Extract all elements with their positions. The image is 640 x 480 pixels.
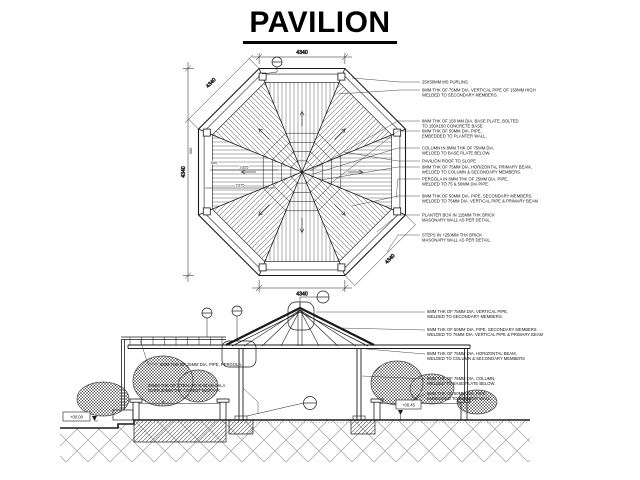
callout-elev-secondary: 6MM THK OF 50MM DIA. PIPE, SECONDARY MEMBERS bbox=[427, 327, 537, 332]
callout-elev-column: 8MM THK OF 75MM DIA. COLUMN, bbox=[427, 376, 496, 381]
dim-500: 500 bbox=[210, 160, 218, 165]
svg-text:MASONARY WALL AS PER DETAIL.: MASONARY WALL AS PER DETAIL. bbox=[422, 237, 492, 243]
callout-pipe-embedded: 6MM THK OF 50MM DIA. PIPE, bbox=[422, 128, 482, 134]
dim-2325: 2325 bbox=[239, 164, 249, 170]
plan-section-marker bbox=[262, 57, 282, 74]
svg-text:WELDED TO COLUMN & SECONDARY M: WELDED TO COLUMN & SECONDARY MEMBERS bbox=[427, 356, 525, 361]
dim-left: 4340 bbox=[181, 166, 187, 178]
svg-text:WELDED TO 75 & 50MM DIA PIPE.: WELDED TO 75 & 50MM DIA PIPE. bbox=[422, 181, 490, 187]
callout-base-plate: 8MM THK OF 150 MM DIA. BASE PLATE, BOLTED bbox=[422, 118, 519, 124]
detail-bubbles bbox=[202, 291, 329, 416]
svg-text:WELDED TO BASE PLATE BELOW.: WELDED TO BASE PLATE BELOW. bbox=[422, 150, 491, 156]
dim-300: 300 bbox=[188, 147, 193, 155]
roof-plan bbox=[199, 57, 406, 276]
plan-callout-texts bbox=[422, 80, 539, 243]
callout-roof-slope: PAVILION ROOF TO SLOPE bbox=[422, 158, 476, 164]
svg-text:WELDED TO 75MM DIA. VERTICAL P: WELDED TO 75MM DIA. VERTICAL PIPE & PRIMARY BEAM bbox=[427, 332, 544, 337]
dim-diag-br: 4340 bbox=[384, 253, 397, 266]
column-footing-left bbox=[229, 420, 253, 434]
column-footing-right bbox=[351, 420, 375, 434]
callout-primary-beam: 8MM THK OF 75MM DIA. HORIZONTAL PRIMARY BEAM, bbox=[422, 164, 532, 170]
ground-hatch bbox=[60, 420, 530, 462]
callout-elev-vertical-pipe: 6MM THK OF 75MM DIA. VERTICAL PIPE, bbox=[427, 309, 509, 314]
dim-bottom: 4340 bbox=[296, 291, 308, 298]
svg-text:WELDED TO BASE PLATE BELOW.: WELDED TO BASE PLATE BELOW. bbox=[427, 381, 496, 386]
callout-elev-pipe-embedded: 6MM THK OF 50MM DIA. PIPE, bbox=[427, 391, 487, 396]
svg-text:MASONARY WALL AS PER DETAIL.: MASONARY WALL AS PER DETAIL. bbox=[422, 217, 492, 223]
callout-purlins: 25X50MM MS PURLINS bbox=[422, 79, 468, 85]
level-left-value: +00.00 bbox=[70, 414, 83, 420]
svg-text:WELDED TO COLUMN & SECONDARY M: WELDED TO COLUMN & SECONDARY MEMBERS. bbox=[422, 169, 522, 175]
planter-foundation bbox=[134, 420, 226, 442]
callout-secondary-members: 6MM THK OF 50MM DIA. PIPE, SECONDARY MEMBERS bbox=[422, 193, 532, 199]
callout-steps: STEPS IN +250MM THK BRICK bbox=[422, 232, 483, 238]
level-triangle bbox=[398, 410, 403, 415]
svg-text:WELDED TO SECONDARY MEMBERS.: WELDED TO SECONDARY MEMBERS. bbox=[427, 314, 503, 319]
callout-pergola-pipe: 6MM THK OF 25MM DIA. PIPE, PERGOLA. bbox=[160, 362, 243, 367]
dim-top: 4340 bbox=[296, 50, 308, 56]
svg-text:WELDED TO SECONDARY MEMBERS.: WELDED TO SECONDARY MEMBERS. bbox=[422, 92, 498, 98]
level-right-value: +00.45 bbox=[402, 402, 415, 408]
roof bbox=[226, 302, 374, 346]
callout-elev-beam: 8MM THK OF 75MM DIA. HORIZONTAL BEAM, bbox=[427, 351, 517, 356]
svg-text:EMBEDDED TO PLANTER WALL.: EMBEDDED TO PLANTER WALL. bbox=[427, 396, 492, 401]
callout-pergola: PERGOLA IN 6MM THK OF 25MM DIA. PIPE, bbox=[422, 176, 509, 182]
primary-beam bbox=[128, 345, 470, 349]
svg-text:OVER 20MM THK CEMENT MORTAR.: OVER 20MM THK CEMENT MORTAR. bbox=[148, 388, 221, 393]
callout-planter-box: PLANTER BOX IN 115MM THK BRICK bbox=[422, 212, 495, 218]
level-triangle bbox=[92, 416, 97, 421]
callout-column: COLUMN IN 8MM THK OF 75MM DIA. bbox=[422, 145, 495, 151]
dim-diag-tl: 4340 bbox=[205, 77, 218, 90]
callout-flooring: 20MM THK OF STEALITE GAD MASALA bbox=[148, 383, 226, 388]
dim-2375: 2375 bbox=[235, 182, 245, 188]
svg-text:EMBEDDED TO PLANTER WALL.: EMBEDDED TO PLANTER WALL. bbox=[422, 133, 487, 139]
elevation-callout-texts bbox=[148, 309, 544, 401]
page-title-text: PAVILION bbox=[243, 6, 396, 44]
pavilion-columns bbox=[235, 349, 365, 421]
svg-text:WELDED TO 75MM DIA. VERTICAL P: WELDED TO 75MM DIA. VERTICAL PIPE & PRIMARY BEAM bbox=[422, 198, 539, 204]
callout-vertical-pipe: 6MM THK OF 75MM DIA. VERTICAL PIPE OF 150MM HIGH bbox=[422, 87, 536, 93]
shrub bbox=[77, 382, 129, 416]
svg-text:TO 150X150 CONCRETE BASE: TO 150X150 CONCRETE BASE bbox=[422, 123, 483, 129]
